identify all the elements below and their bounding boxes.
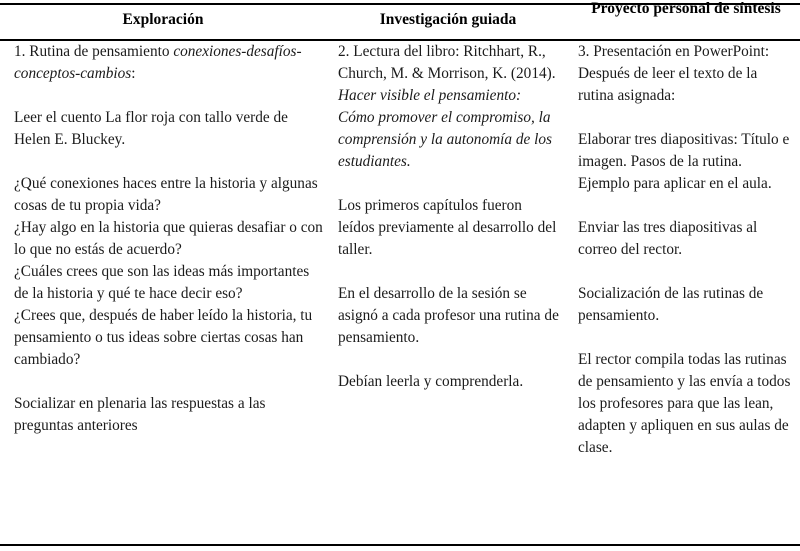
text-run: Socialización de las rutinas de pensamiento. [578,285,764,324]
text-run: Los primeros capítulos fueron leídos previamente al desarrollo del taller. [338,197,557,258]
cell-paragraph [14,305,326,371]
text-run: En el desarrollo de la sesión se asignó a cada profesor una rutina de pensamiento. [338,285,559,346]
text-run: Enviar las tres diapositivas al correo del rector. [578,219,758,258]
table-cell-investigacion-guiada [338,41,560,393]
cell-paragraph [14,393,326,437]
italic-text-run: Hacer visible el pensamiento: Cómo promover el compromiso, la comprensión y la autonomía de los estudiantes. [338,87,552,170]
cell-paragraph [338,195,560,261]
cell-paragraph [578,129,792,195]
text-run: El rector compila todas las rutinas de pensamiento y las envía a todos los profesores para que las lean, adapten y apliquen en sus aulas de clase. [578,351,791,456]
table-body-row [0,41,800,544]
text-run: Leer el cuento La flor roja con tallo verde de Helen E. Bluckey. [14,109,288,148]
cell-paragraph [338,371,560,393]
text-run: Socializar en plenaria las respuestas a las preguntas anteriores [14,395,266,434]
text-run: 1. Rutina de pensamiento [14,43,174,60]
column-header-proyecto-personal-de-sintesis: Proyecto personal de síntesis [591,0,781,17]
cell-paragraph [338,41,560,173]
text-run: ¿Qué conexiones haces entre la historia y algunas cosas de tu propia vida? [14,175,318,214]
text-run: : [131,65,136,82]
cell-paragraph [338,283,560,349]
italic-text-run: conexiones-desafíos-conceptos-cambios [14,43,302,82]
cell-paragraph [578,217,792,261]
text-run: 2. Lectura del libro: Ritchhart, R., Church, M. & Morrison, K. (2014). [338,43,556,82]
cell-paragraph [578,283,792,327]
text-run: Debían leerla y comprenderla. [338,373,524,390]
cell-paragraph [14,41,326,85]
cell-paragraph [578,41,792,107]
text-run: ¿Hay algo en la historia que quieras desafiar o con lo que no estás de acuerdo? [14,219,323,258]
table-header-row [0,0,800,39]
cell-paragraph [578,349,792,459]
column-header-investigacion-guiada: Investigación guiada [379,11,517,28]
table-cell-proyecto-personal-de-sintesis [578,41,792,459]
cell-paragraph [14,107,326,151]
cell-paragraph [14,261,326,305]
text-run: ¿Crees que, después de haber leído la historia, tu pensamiento o tus ideas sobre ciertas cosas han cambiado? [14,307,313,368]
column-header-exploracion: Exploración [122,11,204,28]
cell-paragraph [14,173,326,217]
table-bottom-rule [0,544,800,546]
cell-paragraph [14,217,326,261]
text-run: 3. Presentación en PowerPoint: Después de leer el texto de la rutina asignada: [578,43,770,104]
text-run: ¿Cuáles crees que son las ideas más importantes de la historia y qué te hace decir eso? [14,263,310,302]
text-run: Elaborar tres diapositivas: Título e imagen. Pasos de la rutina. Ejemplo para aplicar en el aula. [578,131,790,192]
table-cell-exploracion [14,41,326,437]
